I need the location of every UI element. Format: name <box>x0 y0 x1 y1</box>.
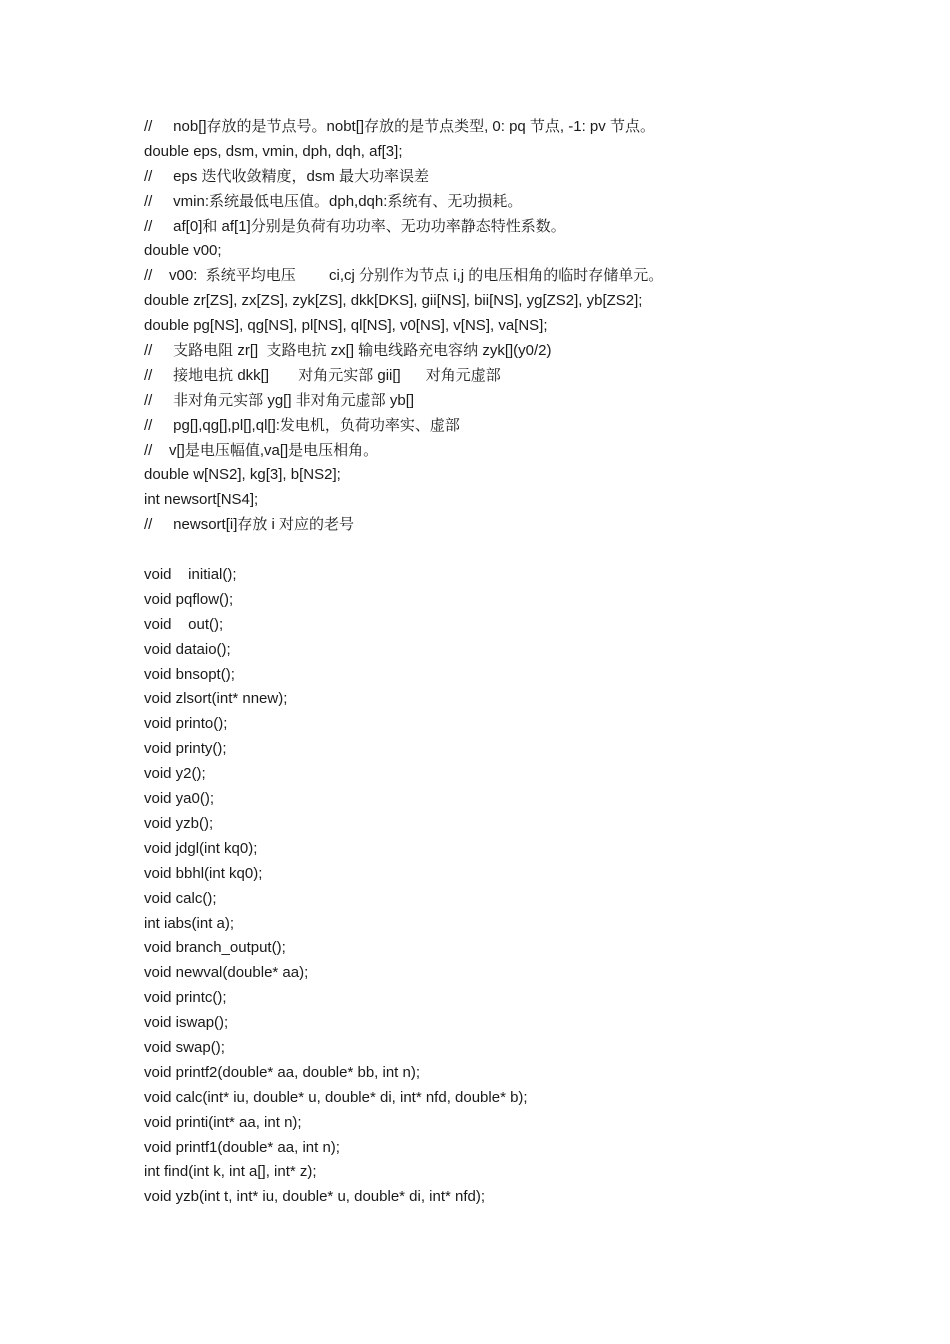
code-line: double w[NS2], kg[3], b[NS2]; <box>144 466 341 484</box>
code-line: void printf2(double* aa, double* bb, int n); <box>144 1063 421 1081</box>
code-line: int find(int k, int a[], int* z); <box>144 1163 317 1181</box>
comment-line: // nob[]存放的是节点号。nobt[]存放的是节点类型, 0: pq 节点, -1: pv 节点。 <box>144 118 655 135</box>
code-line: void dataio(); <box>144 640 231 658</box>
code-line: void initial(); <box>144 566 237 584</box>
code-line: void printc(); <box>144 989 227 1007</box>
code-line: void out(); <box>144 615 224 633</box>
code-line: int newsort[NS4]; <box>144 491 259 509</box>
code-line: void swap(); <box>144 1038 225 1056</box>
comment-line: // 接地电抗 dkk[] 对角元实部 gii[] 对角元虚部 <box>144 366 501 384</box>
code-line: void calc(); <box>144 889 217 907</box>
code-line: double zr[ZS], zx[ZS], zyk[ZS], dkk[DKS], gii[NS], bii[NS], yg[ZS2], yb[ZS2]; <box>144 292 643 310</box>
code-line: void jdgl(int kq0); <box>144 839 258 857</box>
code-line: double eps, dsm, vmin, dph, dqh, af[3]; <box>144 142 403 160</box>
code-listing <box>144 115 904 1210</box>
comment-line: // pg[],qg[],pl[],ql[]:发电机，负荷功率实、虚部 <box>144 416 460 434</box>
code-line: double v00; <box>144 242 222 260</box>
comment-line: // eps 迭代收敛精度，dsm 最大功率误差 <box>144 167 430 185</box>
code-line: void bbhl(int kq0); <box>144 864 263 882</box>
code-line: void printo(); <box>144 715 228 733</box>
comment-line: // v[]是电压幅值,va[]是电压相角。 <box>144 441 379 459</box>
code-line: void printi(int* aa, int n); <box>144 1113 302 1131</box>
code-line: void calc(int* iu, double* u, double* di, int* nfd, double* b); <box>144 1088 528 1106</box>
comment-line: // v00: 系统平均电压 ci,cj 分别作为节点 i,j 的电压相角的临时存储单元。 <box>144 267 664 285</box>
code-line: void newval(double* aa); <box>144 964 309 982</box>
code-line: void yzb(); <box>144 814 214 832</box>
code-line: void ya0(); <box>144 790 215 808</box>
comment-line: // vmin:系统最低电压值。dph,dqh:系统有、无功损耗。 <box>144 192 523 210</box>
blank-line <box>144 538 904 563</box>
code-line: void branch_output(); <box>144 939 286 957</box>
code-line: void pqflow(); <box>144 590 234 608</box>
code-line: double pg[NS], qg[NS], pl[NS], ql[NS], v0[NS], v[NS], va[NS]; <box>144 317 548 335</box>
comment-line: // 支路电阻 zr[] 支路电抗 zx[] 输电线路充电容纳 zyk[](y0/2) <box>144 342 552 360</box>
comment-line: // newsort[i]存放 i 对应的老号 <box>144 516 355 534</box>
code-line: void iswap(); <box>144 1014 229 1032</box>
code-line: void zlsort(int* nnew); <box>144 690 288 708</box>
code-line: int iabs(int a); <box>144 914 235 932</box>
comment-line: // af[0]和 af[1]分别是负荷有功功率、无功功率静态特性系数。 <box>144 217 566 235</box>
code-line: void yzb(int t, int* iu, double* u, double* di, int* nfd); <box>144 1188 486 1206</box>
code-line: void printy(); <box>144 740 227 758</box>
comment-line: // 非对角元实部 yg[] 非对角元虚部 yb[] <box>144 391 415 409</box>
code-line: void bnsopt(); <box>144 665 235 683</box>
code-line: void printf1(double* aa, int n); <box>144 1138 340 1156</box>
code-line: void y2(); <box>144 765 206 783</box>
